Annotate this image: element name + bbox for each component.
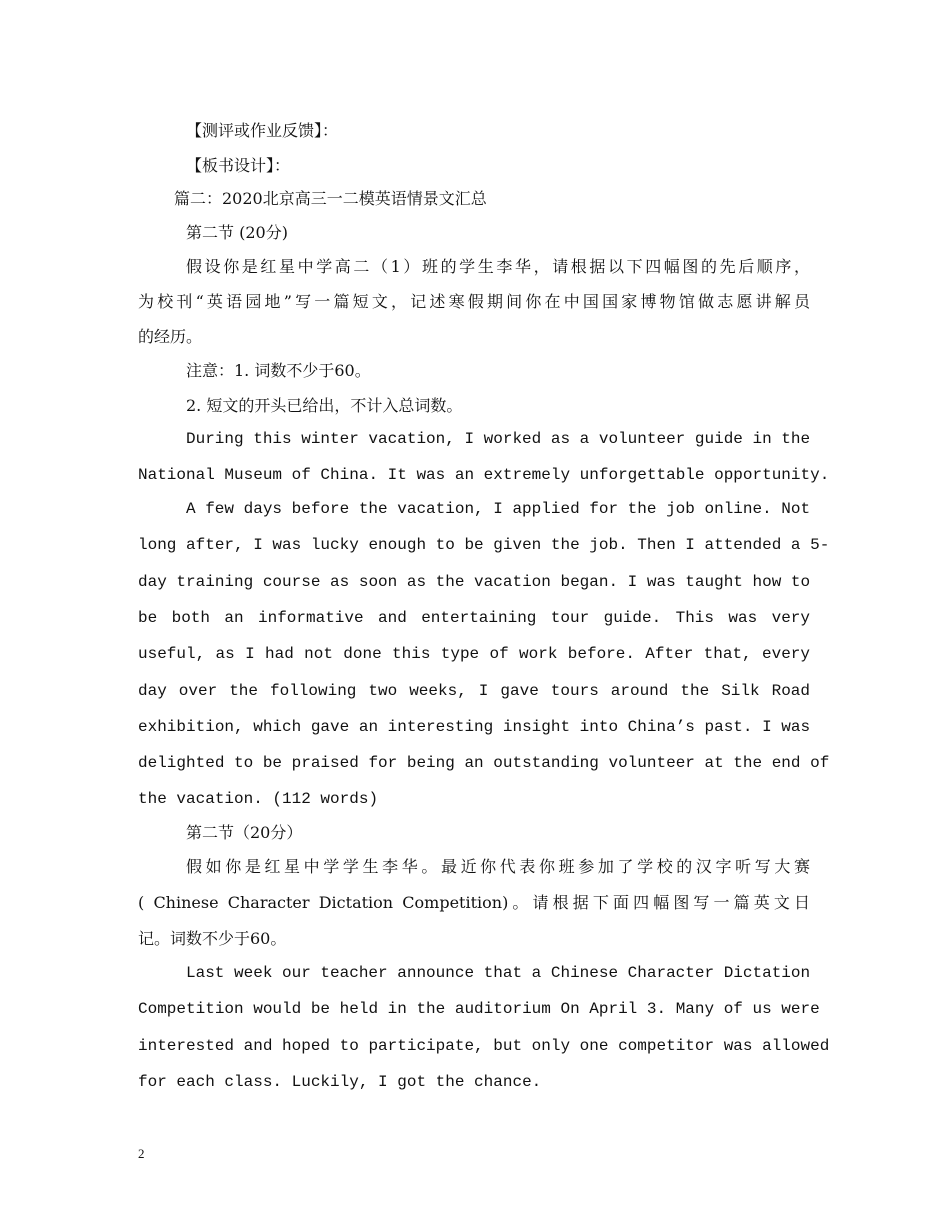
page-number: 2 — [138, 1146, 145, 1161]
feedback-heading: 【测评或作业反馈】： — [186, 121, 339, 140]
essay-2-line-3: interested and hoped to participate, but only one competitor was allowed — [138, 1037, 830, 1055]
essay-2-line-2: Competition would be held in the auditorium On April 3. Many of us were — [138, 1000, 820, 1018]
essay-1-line-8: day over the following two weeks, I gave tours around the Silk Road — [138, 682, 810, 700]
essay-2-line-1: Last week our teacher announce that a Chinese Character Dictation — [186, 964, 811, 982]
part-heading-2: 第二节（20分） — [186, 823, 303, 842]
note-line-2: 2. 短文的开头已给出，不计入总词数。 — [186, 396, 463, 415]
prompt-1-line-2: 为校刊“英语园地”写一篇短文，记述寒假期间你在中国国家博物馆做志愿讲解员 — [138, 292, 810, 311]
part-heading-1: 第二节 (20分) — [186, 223, 288, 242]
prompt-2-line-2: ( Chinese Character Dictation Competition)。请根据下面四幅图写一篇英文日 — [138, 893, 810, 912]
essay-1-line-11: the vacation. (112 words) — [138, 790, 379, 808]
essay-1-line-6: be both an informative and entertaining tour guide. This was very — [138, 609, 810, 627]
essay-1-line-1: During this winter vacation, I worked as a volunteer guide in the — [186, 430, 811, 448]
essay-1-line-7: useful, as I had not done this type of work before. After that, every — [138, 645, 810, 663]
prompt-2-line-1: 假如你是红星中学学生李华。最近你代表你班参加了学校的汉字听写大赛 — [186, 857, 810, 876]
note-line-1: 注意：1. 词数不少于60。 — [186, 361, 371, 380]
board-design-heading: 【板书设计】： — [186, 156, 291, 175]
prompt-1-line-1: 假设你是红星中学高二（1）班的学生李华，请根据以下四幅图的先后顺序， — [186, 257, 810, 276]
essay-1-line-2: National Museum of China. It was an extremely unforgettable opportunity. — [138, 466, 830, 484]
prompt-2-line-3: 记。词数不少于60。 — [138, 929, 287, 948]
essay-2-line-4: for each class. Luckily, I got the chance. — [138, 1073, 542, 1091]
essay-1-line-4: long after, I was lucky enough to be given the job. Then I attended a 5- — [138, 536, 830, 554]
essay-1-line-9: exhibition, which gave an interesting insight into China’s past. I was — [138, 718, 811, 736]
section-title: 篇二：2020北京高三一二模英语情景文汇总 — [174, 189, 487, 208]
essay-1-line-10: delighted to be praised for being an outstanding volunteer at the end of — [138, 754, 830, 772]
essay-1-line-5: day training course as soon as the vacation began. I was taught how to — [138, 573, 811, 591]
essay-1-line-3: A few days before the vacation, I applied for the job online. Not — [186, 500, 811, 518]
prompt-1-line-3: 的经历。 — [138, 327, 203, 346]
